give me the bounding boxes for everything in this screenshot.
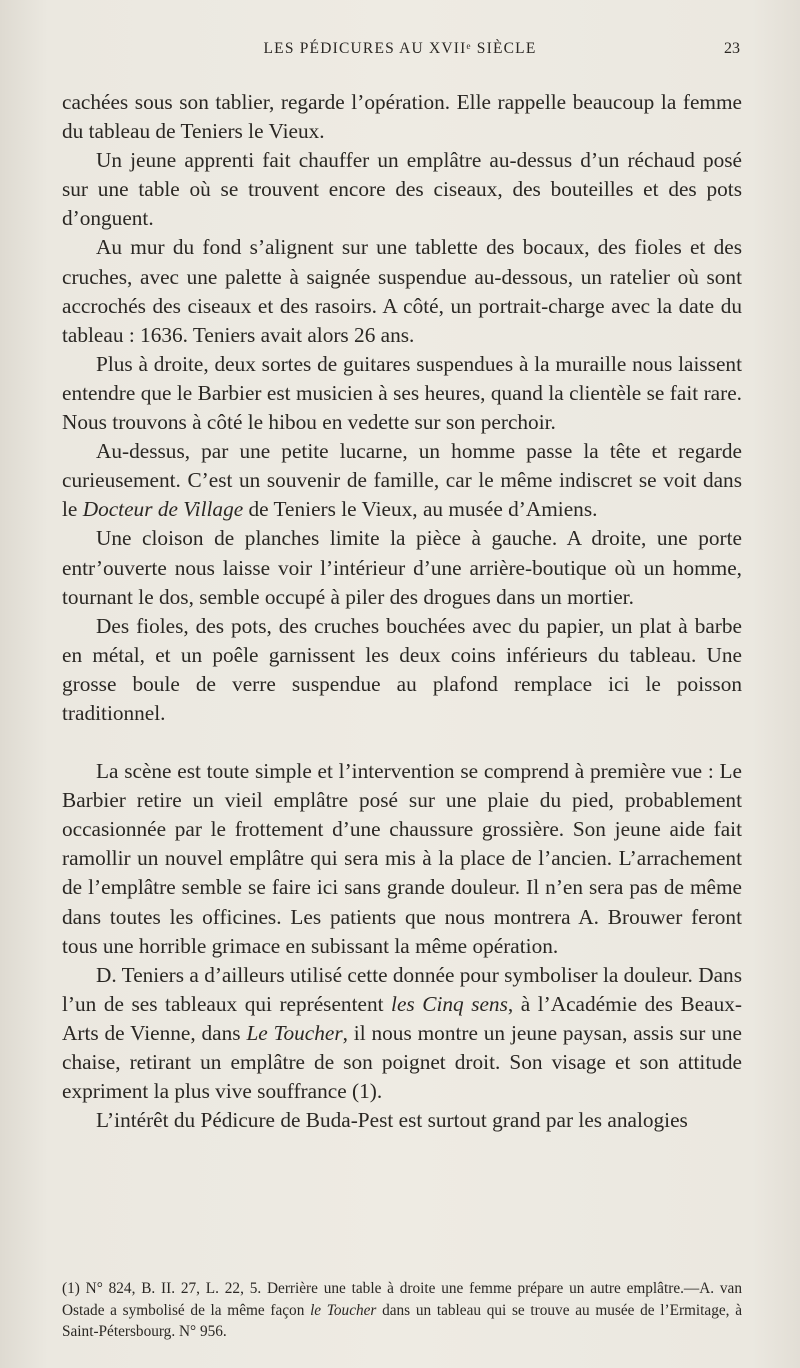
footnote-1: [62, 1278, 742, 1343]
paragraph-10-text: L’intérêt du Pédicure de Buda-Pest est surtout grand par les analogies: [96, 1108, 688, 1133]
paragraph-8-text: La scène est toute simple et l’intervention se comprend à première vue : Le Barbier retire un vieil emplâtre posé sur une plaie du pied, probablement occasionnée par le frottement d’une chaussure grossière. Son jeune aide fait ramollir un nouvel emplâtre qui sera mis à la place de l’ancien. L’arrachement de l’emplâtre semble se faire ici sans grande douleur. Il n’en sera pas de même dans toutes les officines. Les patients que nous montrera A. Brouwer feront tous une horrible grimace en subissant la même opération.: [62, 759, 742, 958]
paragraph-3: [62, 233, 742, 349]
paragraph-9-text-c: , il nous montre un jeune paysan, assis sur une chaise, retirant un emplâtre de son poignet droit. Son visage et son attitude expriment la plus vive souffrance (1).: [62, 1020, 742, 1104]
footnote-text-a: (1) N° 824, B. II. 27, L. 22, 5. Derrière une table à droite une femme prépare un autre emplâtre.—A. van Ostade a symbolisé de la même façon: [62, 1280, 742, 1319]
footnote-painting-title: le Toucher: [310, 1301, 377, 1319]
paragraph-1-text: cachées sous son tablier, regarde l’opération. Elle rappelle beaucoup la femme du tableau de Teniers le Vieux.: [62, 90, 742, 144]
paragraph-7-text: Des fioles, des pots, des cruches bouchées avec du papier, un plat à barbe en métal, et un poêle garnissent les deux coins inférieurs du tableau. Une grosse boule de verre suspendue au plafond remplace ici le poisson traditionnel.: [62, 613, 742, 725]
paragraph-3-text: Au mur du fond s’alignent sur une tablette des bocaux, des fioles et des cruches, avec une palette à saignée suspendue au-dessous, un ratelier où sont accrochés des ciseaux et des rasoirs. A côté, un portrait-charge avec la date du tableau : 1636. Teniers avait alors 26 ans.: [62, 235, 742, 347]
paragraph-2: [62, 146, 742, 233]
body-text: [62, 88, 742, 1135]
paragraph-10: [62, 1106, 742, 1135]
running-title: LES PÉDICURES AU XVIIᵉ SIÈCLE: [263, 40, 537, 57]
paragraph-6-text: Une cloison de planches limite la pièce à gauche. A droite, une porte entr’ouverte nous laisse voir l’intérieur d’une arrière-boutique où un homme, tournant le dos, semble occupé à piler des drogues dans un mortier.: [62, 526, 742, 609]
footnote: [62, 1278, 742, 1343]
paragraph-1: [62, 88, 742, 146]
footnote-text-b: dans un tableau qui se trouve au musée de l’Ermitage, à Saint-Pétersbourg. N° 956.: [62, 1301, 742, 1340]
paragraph-6: [62, 524, 742, 611]
page-number: 23: [724, 40, 740, 57]
paragraph-5-text-b: de Teniers le Vieux, au musée d’Amiens.: [243, 497, 598, 522]
paragraph-9-text-a: D. Teniers a d’ailleurs utilisé cette donnée pour symboliser la douleur. Dans l’un de ses tableaux qui représentent: [62, 962, 742, 1016]
paragraph-7: [62, 612, 742, 728]
paragraph-4-text: Plus à droite, deux sortes de guitares suspendues à la muraille nous laissent entendre que le Barbier est musicien à ses heures, quand la clientèle se fait rare. Nous trouvons à côté le hibou en vedette sur son perchoir.: [62, 351, 742, 435]
paragraph-4: [62, 350, 742, 437]
paragraph-5-text-a: Au-dessus, par une petite lucarne, un homme passe la tête et regarde curieusement. C’est un souvenir de famille, car le même indiscret se voit dans le: [62, 439, 742, 522]
painting-title-le-toucher: Le Toucher: [246, 1020, 343, 1045]
painting-title-cinq-sens: les Cinq sens: [391, 991, 508, 1016]
painting-title-docteur-de-village: Docteur de Village: [82, 497, 244, 522]
paragraph-2-text: Un jeune apprenti fait chauffer un emplâtre au-dessus d’un réchaud posé sur une table où se trouvent encore des ciseaux, des bouteilles et des pots d’onguent.: [62, 148, 742, 231]
paragraph-9: [62, 961, 742, 1106]
paragraph-8: [62, 757, 742, 961]
paragraph-5: [62, 437, 742, 524]
paragraph-9-text-b: , à l’Académie des Beaux-Arts de Vienne, dans: [62, 991, 742, 1045]
running-head: [60, 40, 740, 70]
